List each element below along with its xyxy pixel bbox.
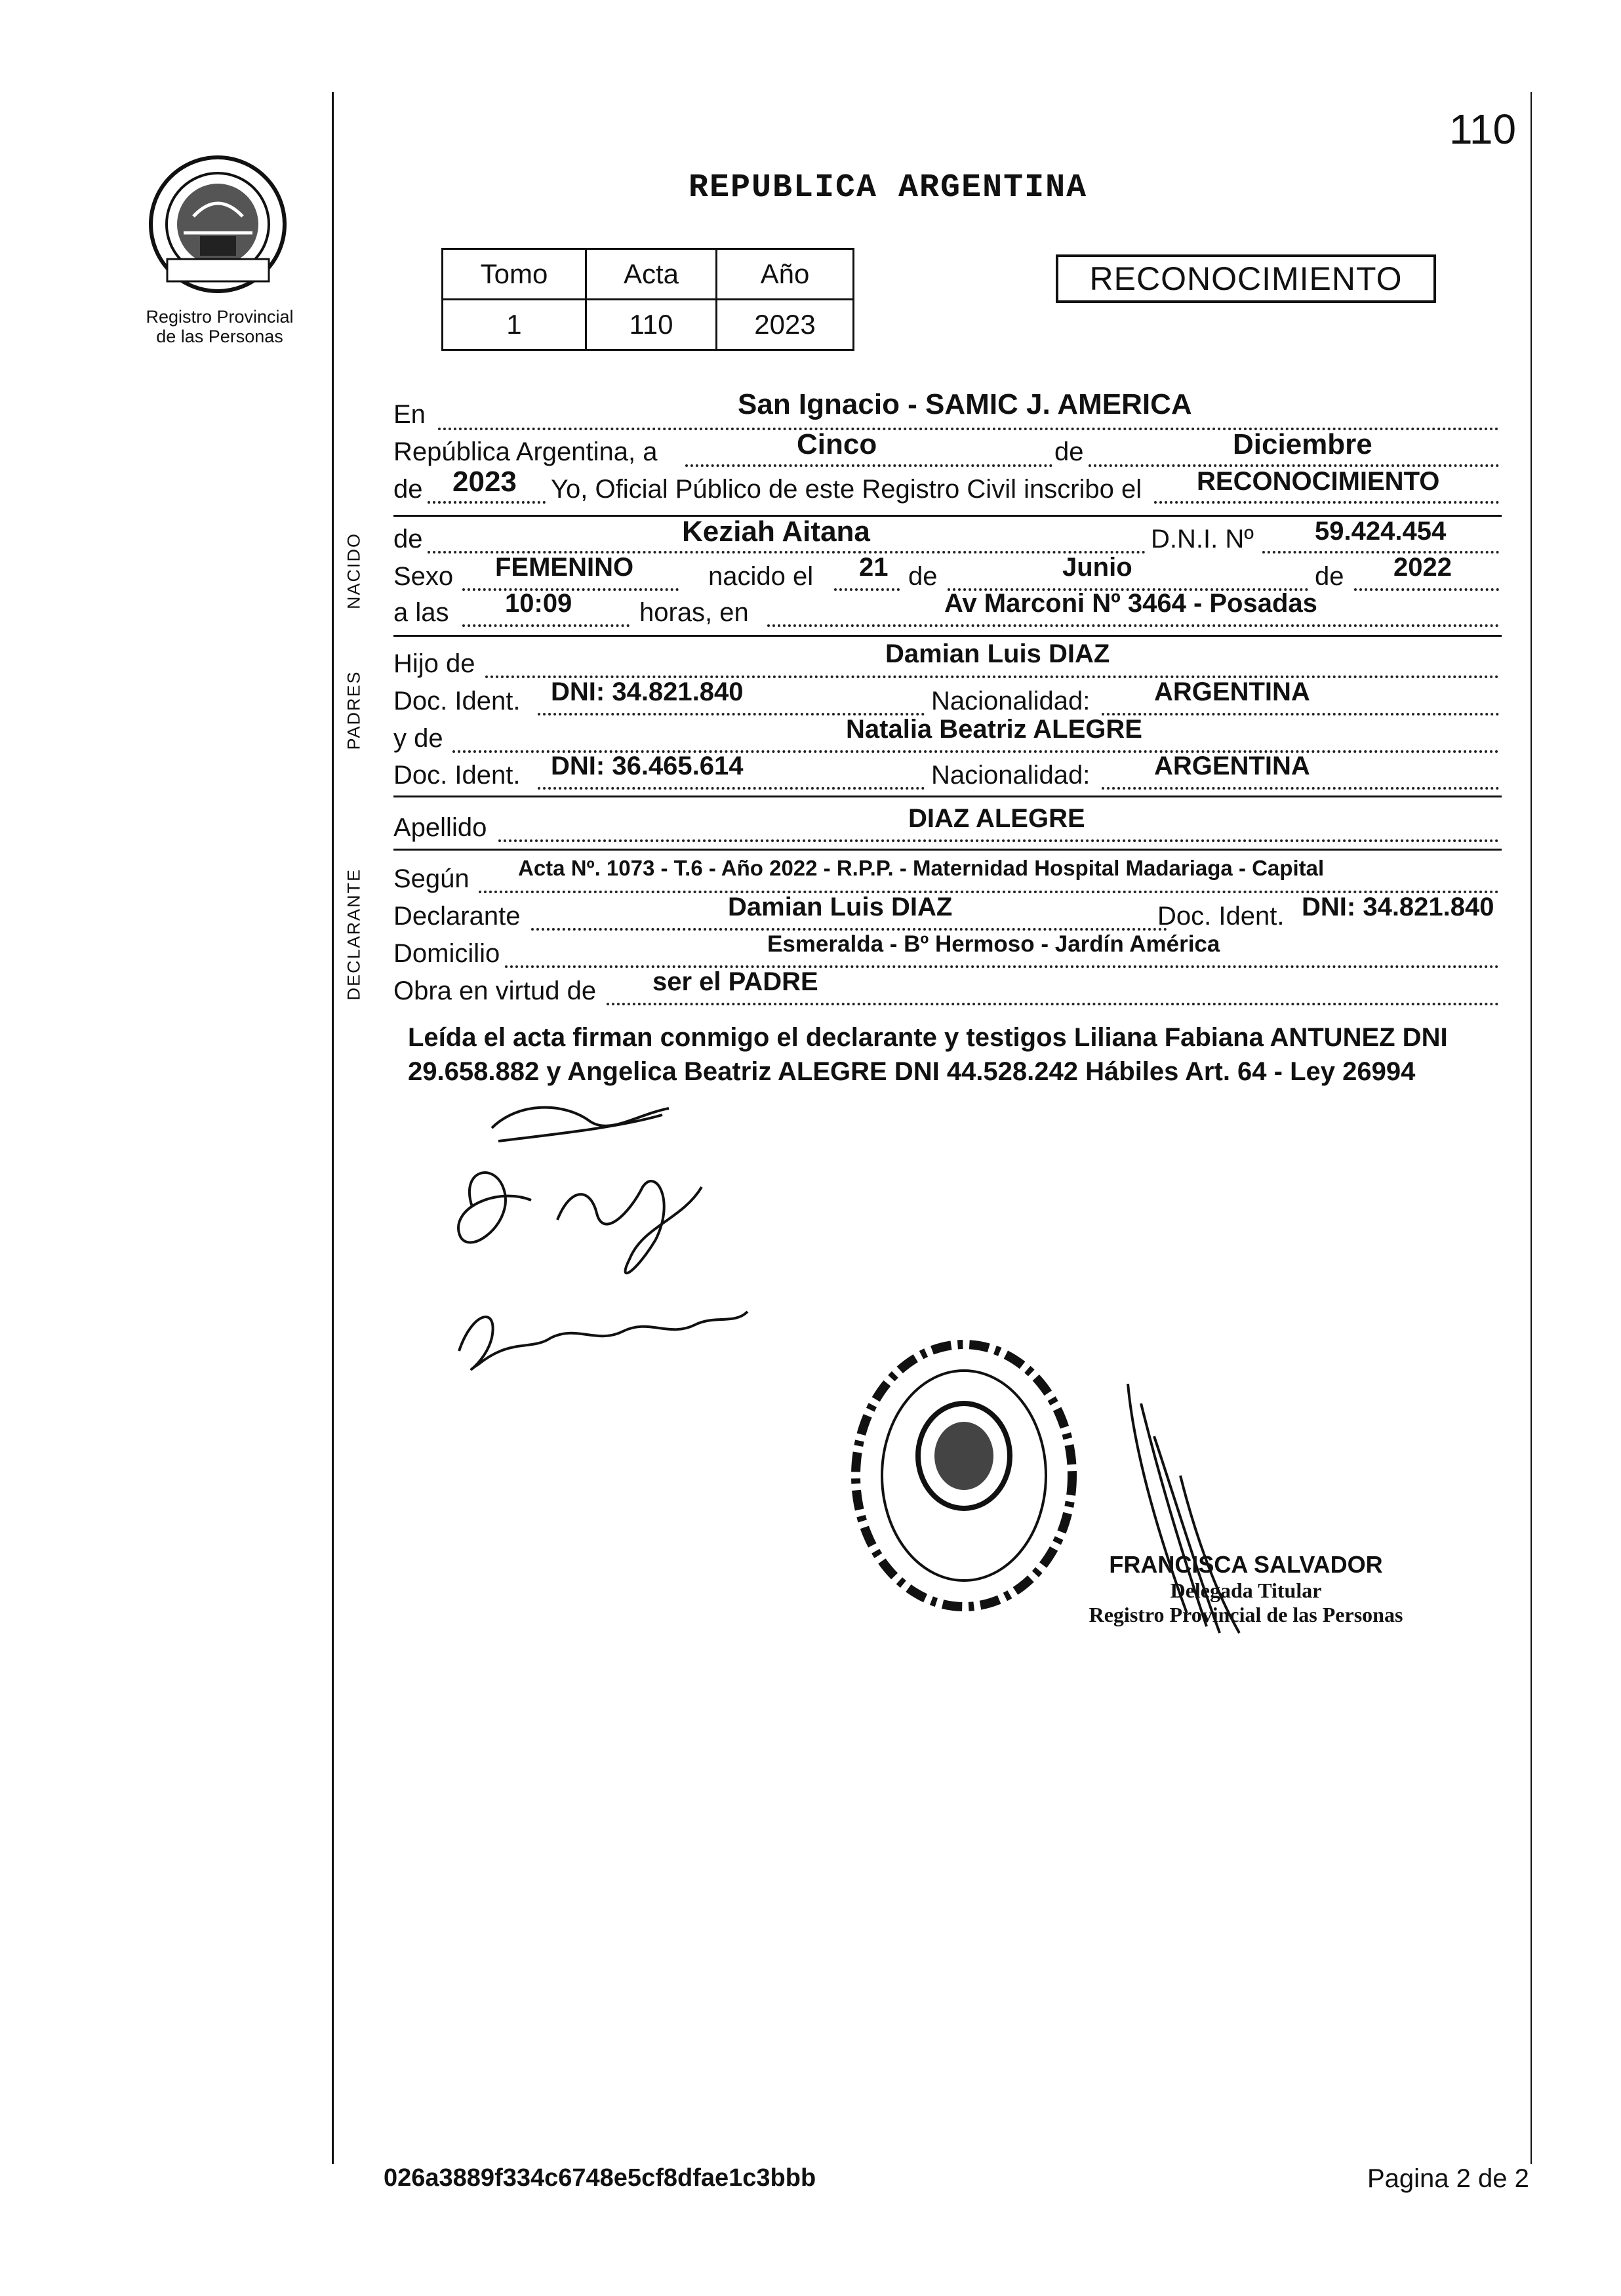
official-title: Delegada Titular <box>1170 1579 1322 1602</box>
dotline <box>767 624 1499 627</box>
table-value-acta: 110 <box>586 300 716 350</box>
dotline <box>1262 551 1499 554</box>
label-nacionalidad-father: Nacionalidad: <box>931 687 1091 715</box>
registry-name <box>111 307 328 346</box>
left-margin-rule <box>332 92 334 2164</box>
dotline <box>607 1003 1499 1005</box>
document-title: REPUBLICA ARGENTINA <box>689 169 1088 207</box>
label-y-de: y de <box>393 724 443 753</box>
dotline <box>685 464 1052 467</box>
label-de-year: de <box>393 475 423 504</box>
label-republica: República Argentina, a <box>393 437 658 466</box>
label-dni: D.N.I. Nº <box>1151 525 1254 554</box>
child-dni: 59.424.454 <box>1315 517 1447 546</box>
pagination: Pagina 2 de 2 <box>1367 2164 1529 2193</box>
act-value: RECONOCIMIENTO <box>1197 467 1440 496</box>
dotline <box>1102 713 1499 715</box>
child-sex: FEMENINO <box>495 553 634 582</box>
table-header-tomo: Tomo <box>443 249 586 300</box>
table-header-acta: Acta <box>586 249 716 300</box>
label-doc-declarante: Doc. Ident. <box>1157 902 1285 931</box>
label-de-birthmonth: de <box>908 562 938 591</box>
official-name: FRANCISCA SALVADOR <box>1109 1551 1383 1578</box>
section-label-padres: PADRES <box>344 670 364 750</box>
table-value-ano: 2023 <box>716 300 853 350</box>
table-value-tomo: 1 <box>443 300 586 350</box>
father-nationality: ARGENTINA <box>1154 677 1310 706</box>
dotline <box>1102 787 1499 790</box>
birth-day: 21 <box>859 553 889 582</box>
label-apellido: Apellido <box>393 813 487 842</box>
dotline <box>531 928 1167 931</box>
registry-line1: Registro Provincial <box>146 307 294 327</box>
label-inscribo: Yo, Oficial Público de este Registro Civil inscribo el <box>551 475 1142 504</box>
month-value: Diciembre <box>1233 428 1372 460</box>
declarant-doc: DNI: 34.821.840 <box>1302 893 1494 921</box>
label-de-month: de <box>1054 437 1084 466</box>
child-name: Keziah Aitana <box>682 515 870 548</box>
act-type-box: RECONOCIMIENTO <box>1056 254 1436 303</box>
label-declarante: Declarante <box>393 902 521 931</box>
segun-value: Acta Nº. 1073 - T.6 - Año 2022 - R.P.P. - Maternidad Hospital Madariaga - Capital <box>518 856 1325 880</box>
mother-name: Natalia Beatriz ALEGRE <box>846 715 1142 744</box>
section-divider <box>393 635 1502 637</box>
label-horas-en: horas, en <box>639 598 749 627</box>
dotline <box>1154 501 1499 504</box>
obra-value: ser el PADRE <box>652 967 818 996</box>
label-segun: Según <box>393 864 470 893</box>
label-doc-mother: Doc. Ident. <box>393 761 521 790</box>
section-divider <box>393 796 1502 797</box>
right-margin-rule <box>1531 92 1532 2164</box>
province-seal <box>148 154 289 295</box>
father-doc: DNI: 34.821.840 <box>551 677 744 706</box>
label-obra: Obra en virtud de <box>393 977 597 1005</box>
section-label-declarante: DECLARANTE <box>344 868 364 1001</box>
page-number: 110 <box>1449 106 1517 153</box>
dotline <box>498 839 1499 842</box>
birth-year: 2022 <box>1393 553 1452 582</box>
label-en: En <box>393 400 426 429</box>
mother-doc: DNI: 36.465.614 <box>551 752 744 780</box>
label-de-birthyear: de <box>1315 562 1344 591</box>
section-label-nacido: NACIDO <box>344 533 364 610</box>
dotline <box>834 588 900 591</box>
father-name: Damian Luis DIAZ <box>885 639 1110 668</box>
mother-nationality: ARGENTINA <box>1154 752 1310 780</box>
declarant-name: Damian Luis DIAZ <box>728 893 953 921</box>
dotline <box>1354 588 1499 591</box>
section-divider <box>393 849 1502 851</box>
label-nacido-el: nacido el <box>708 562 814 591</box>
official-round-stamp <box>843 1331 1085 1620</box>
label-hijo-de: Hijo de <box>393 649 475 678</box>
registry-line2: de las Personas <box>156 327 283 346</box>
label-domicilio: Domicilio <box>393 939 500 968</box>
dotline <box>538 787 925 790</box>
record-table <box>441 248 854 351</box>
place-value: San Ignacio - SAMIC J. AMERICA <box>738 388 1192 420</box>
label-nacionalidad-mother: Nacionalidad: <box>931 761 1091 790</box>
dotline <box>462 624 630 627</box>
document-hash: 026a3889f334c6748e5cf8dfae1c3bbb <box>384 2164 816 2192</box>
day-value: Cinco <box>797 428 877 460</box>
birth-place: Av Marconi Nº 3464 - Posadas <box>944 589 1317 618</box>
official-office: Registro Provincial de las Personas <box>1089 1603 1403 1626</box>
table-header-ano: Año <box>716 249 853 300</box>
label-a-las: a las <box>393 598 449 627</box>
label-sexo: Sexo <box>393 562 454 591</box>
year-value: 2023 <box>452 466 517 498</box>
label-de-name: de <box>393 525 423 554</box>
official-block <box>1062 1551 1430 1627</box>
surname-value: DIAZ ALEGRE <box>908 804 1085 833</box>
birth-month: Junio <box>1062 553 1132 582</box>
domicilio-value: Esmeralda - Bº Hermoso - Jardín América <box>767 931 1220 957</box>
birth-time: 10:09 <box>505 589 572 618</box>
closing-text: Leída el acta firman conmigo el declarante y testigos Liliana Fabiana ANTUNEZ DNI 29.658.882 y Angelica Beatriz ALEGRE DNI 44.528.242 Hábiles Art. 64 - Ley 26994 <box>408 1023 1448 1086</box>
label-doc-father: Doc. Ident. <box>393 687 521 715</box>
dotline <box>428 501 546 504</box>
